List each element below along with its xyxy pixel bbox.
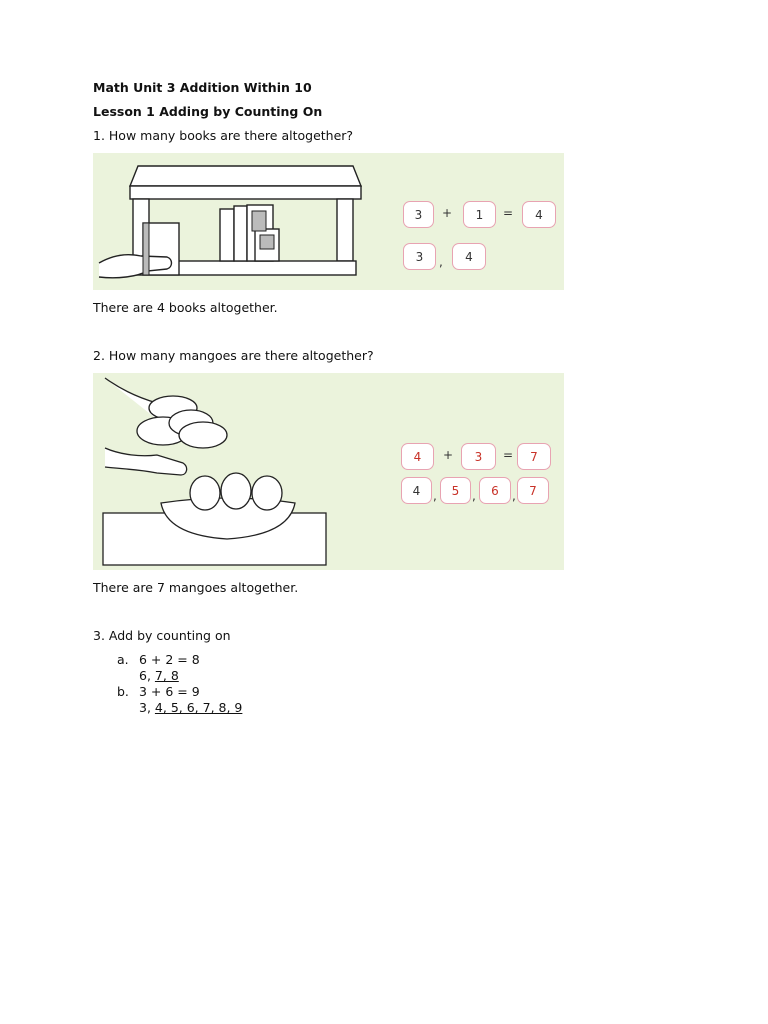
mangoes-illustration xyxy=(93,373,393,570)
q1-panel xyxy=(93,153,564,290)
q3-item-a-marker: a. xyxy=(117,652,129,667)
q3-item-a-start: 6, xyxy=(139,668,151,683)
q1-addend-b-box: 1 xyxy=(463,201,496,228)
q2-plus-sign: + xyxy=(443,448,454,462)
q2-result-box: 7 xyxy=(517,443,551,470)
q3-item-b-equation: 3 + 6 = 9 xyxy=(139,684,200,699)
q2-answer: There are 7 mangoes altogether. xyxy=(93,580,299,595)
q3-item-b-count-on: 4, 5, 6, 7, 8, 9 xyxy=(154,700,243,715)
q3-item-a-counting xyxy=(139,668,179,683)
q3-item-a-count-on: 7, 8 xyxy=(154,668,179,683)
q1-plus-sign: + xyxy=(442,206,453,220)
q3-item-b-start: 3, xyxy=(139,700,151,715)
q3-item-b-counting xyxy=(139,700,242,715)
q2-question: 2. How many mangoes are there altogether? xyxy=(93,348,374,363)
q2-count-separator-3: , xyxy=(512,489,516,503)
lesson-title: Lesson 1 Adding by Counting On xyxy=(93,104,323,119)
q2-addend-a-box: 4 xyxy=(401,443,434,470)
q2-count-separator-1: , xyxy=(433,489,437,503)
q2-count-box-2: 5 xyxy=(440,477,471,504)
q1-question: 1. How many books are there altogether? xyxy=(93,128,354,143)
q2-count-box-3: 6 xyxy=(479,477,511,504)
q1-result-box: 4 xyxy=(522,201,556,228)
q2-equals-sign: = xyxy=(503,448,514,462)
q1-answer: There are 4 books altogether. xyxy=(93,300,278,315)
q1-count-box-1: 3 xyxy=(403,243,436,270)
q1-addend-a-box: 3 xyxy=(403,201,434,228)
q3-item-b-marker: b. xyxy=(117,684,129,699)
q3-item-a-equation: 6 + 2 = 8 xyxy=(139,652,200,667)
unit-title: Math Unit 3 Addition Within 10 xyxy=(93,80,312,95)
q2-count-box-1: 4 xyxy=(401,477,432,504)
q3-question: 3. Add by counting on xyxy=(93,628,231,643)
bookshelf-illustration xyxy=(93,153,373,290)
q1-count-separator: , xyxy=(439,255,443,269)
q2-panel xyxy=(93,373,564,570)
q2-count-separator-2: , xyxy=(472,489,476,503)
q2-count-box-4: 7 xyxy=(517,477,549,504)
q1-count-box-2: 4 xyxy=(452,243,486,270)
q2-addend-b-box: 3 xyxy=(461,443,496,470)
q1-equals-sign: = xyxy=(503,206,514,220)
